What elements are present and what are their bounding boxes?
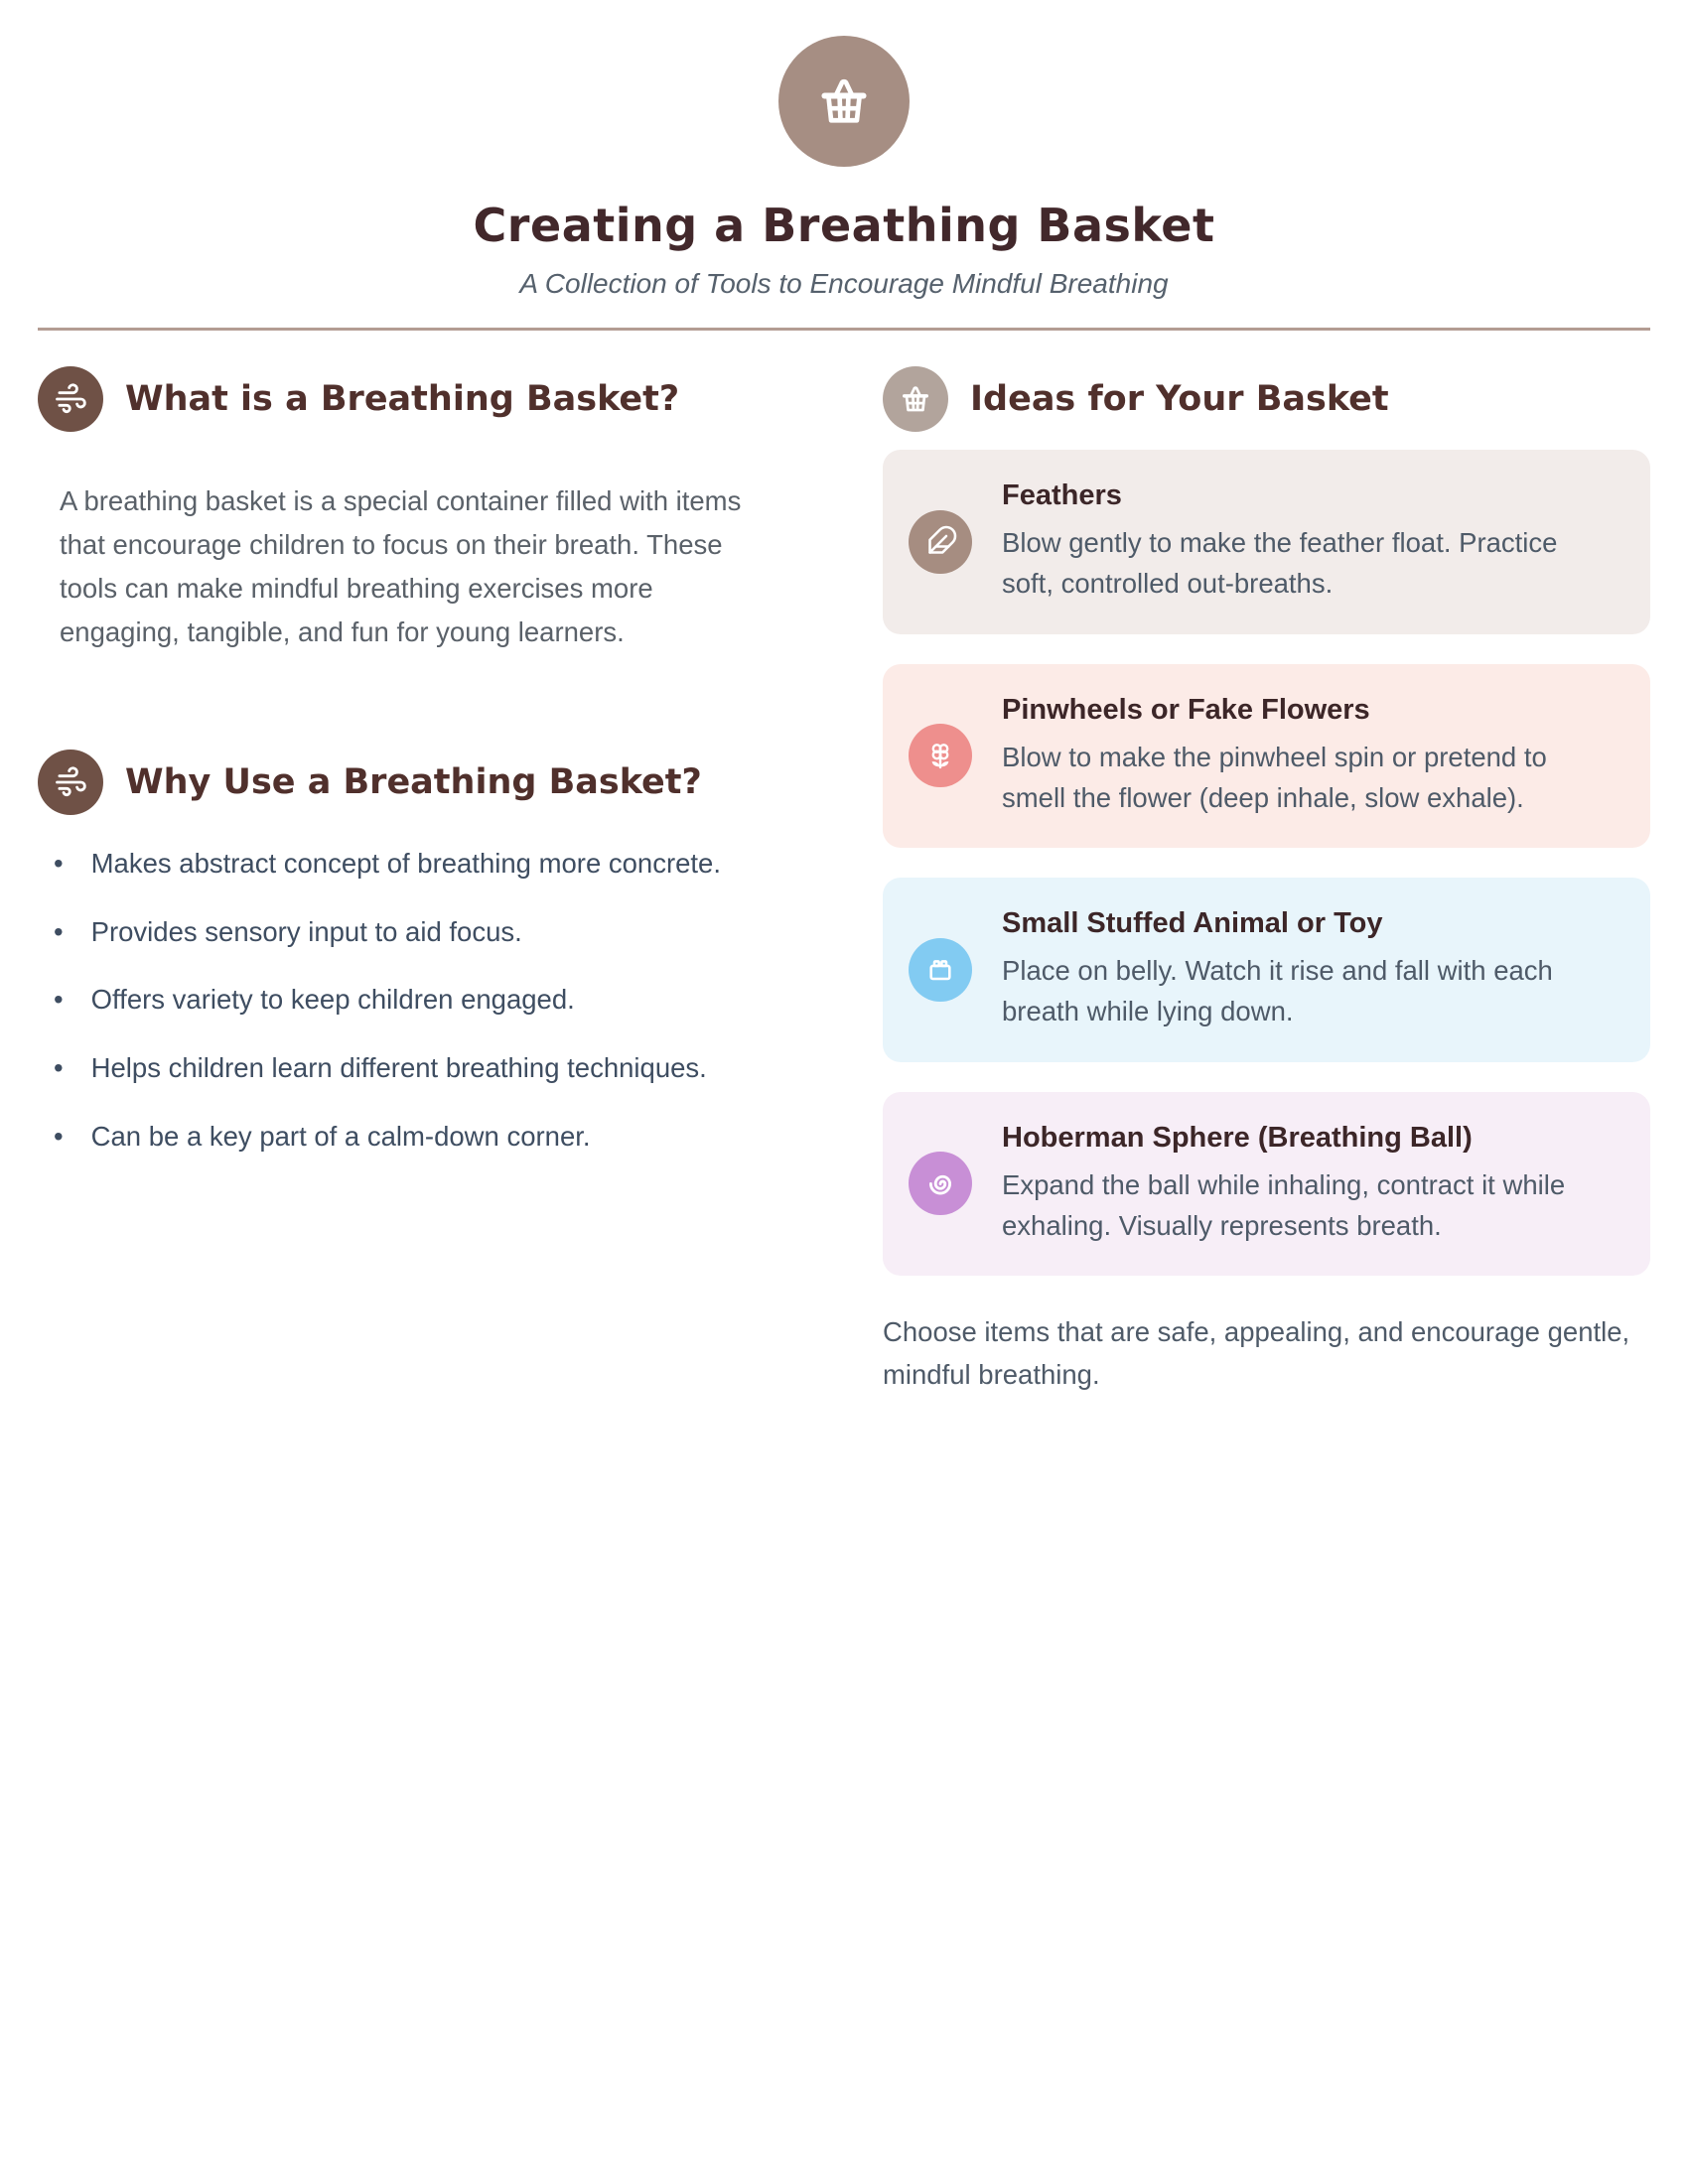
idea-card-hoberman-sphere xyxy=(883,1092,1650,1277)
basket-icon xyxy=(883,366,948,432)
card-title: Feathers xyxy=(1002,479,1122,511)
card-text xyxy=(1002,694,1615,819)
toy-brick-icon xyxy=(909,938,972,1002)
card-desc: Expand the ball while inhaling, contract it while exhaling. Visually represents breath. xyxy=(1002,1168,1566,1241)
left-column xyxy=(38,366,805,1396)
section-why-heading-row xyxy=(38,750,805,815)
section-what-heading: What is a Breathing Basket? xyxy=(125,379,680,419)
card-text xyxy=(1002,1122,1615,1247)
feather-icon xyxy=(909,510,972,574)
idea-card-pinwheels xyxy=(883,664,1650,849)
card-text xyxy=(1002,479,1615,605)
why-bullet-list xyxy=(54,843,805,1158)
spiral-icon xyxy=(909,1152,972,1215)
header xyxy=(38,36,1650,331)
section-ideas-heading-row xyxy=(883,366,1650,432)
what-body-text: A breathing basket is a special container filled with items that encourage children to focus on their breath. These tools can make mindful breathing exercises more engaging, tangible, and fun for young learners. xyxy=(60,485,742,647)
idea-card-feathers xyxy=(883,450,1650,634)
bullet-item: • Makes abstract concept of breathing more concrete. xyxy=(54,843,805,886)
card-title: Hoberman Sphere (Breathing Ball) xyxy=(1002,1121,1473,1154)
section-what-heading-row xyxy=(38,366,805,432)
card-title: Pinwheels or Fake Flowers xyxy=(1002,693,1370,726)
wind-icon xyxy=(38,750,103,815)
page-subtitle: A Collection of Tools to Encourage Mindful Breathing xyxy=(519,268,1169,299)
wind-icon xyxy=(38,366,103,432)
header-divider xyxy=(38,328,1650,331)
basket-icon xyxy=(778,36,910,167)
card-desc: Blow to make the pinwheel spin or pretend to smell the flower (deep inhale, slow exhale). xyxy=(1002,741,1547,813)
content-columns xyxy=(38,366,1650,1396)
card-desc: Place on belly. Watch it rise and fall with each breath while lying down. xyxy=(1002,955,1553,1027)
card-title: Small Stuffed Animal or Toy xyxy=(1002,907,1383,939)
bullet-item: • Provides sensory input to aid focus. xyxy=(54,911,805,954)
ideas-note: Choose items that are safe, appealing, and encourage gentle, mindful breathing. xyxy=(883,1316,1630,1390)
idea-card-stuffed-animal xyxy=(883,878,1650,1062)
bullet-item: • Can be a key part of a calm-down corner. xyxy=(54,1116,805,1159)
page-title: Creating a Breathing Basket xyxy=(473,199,1215,252)
section-ideas-heading: Ideas for Your Basket xyxy=(970,379,1389,419)
bullet-item: • Offers variety to keep children engaged. xyxy=(54,979,805,1022)
bullet-item: • Helps children learn different breathing techniques. xyxy=(54,1047,805,1090)
card-desc: Blow gently to make the feather float. Practice soft, controlled out-breaths. xyxy=(1002,527,1558,600)
right-column xyxy=(883,366,1650,1396)
flower-icon xyxy=(909,724,972,787)
section-why-heading: Why Use a Breathing Basket? xyxy=(125,762,702,802)
card-text xyxy=(1002,907,1615,1032)
